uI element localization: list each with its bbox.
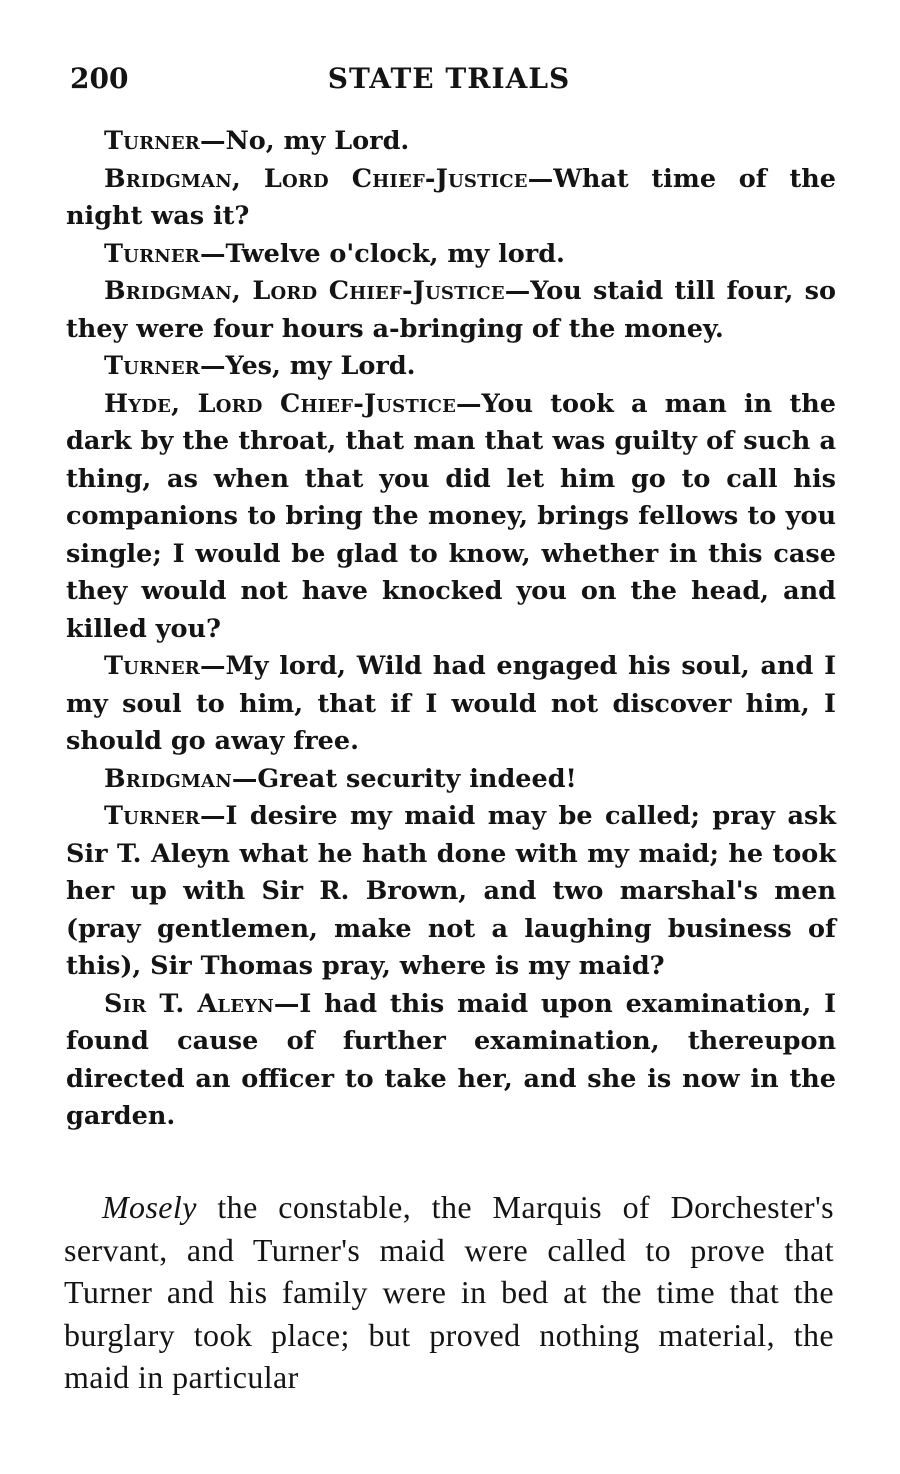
speech-text: —I desire my maid may be called; pray ask Sir T. Aleyn what he hath done with my maid; he took her up with Sir R. Brown, and two marshal's men (pray gentlemen, make not a laughing business of this), Sir Thomas pray, where is my maid? bbox=[66, 801, 836, 981]
speaker-name: Hyde, Lord Chief-Justice bbox=[104, 388, 457, 419]
testimony-entry bbox=[66, 798, 836, 986]
testimony-entry bbox=[66, 986, 836, 1136]
speech-text: —Twelve o'clock, my lord. bbox=[199, 238, 565, 269]
narrative-body: the constable, the Marquis of Dorchester's servant, and Turner's maid were called to prove that Turner and his family were in bed at the time that the burglary took place; but proved nothing material, the maid in particular bbox=[64, 1189, 834, 1395]
page-number: 200 bbox=[70, 62, 129, 95]
page-header bbox=[64, 62, 834, 102]
speaker-name: Bridgman, Lord Chief-Justice bbox=[104, 163, 528, 194]
speech-text: —Great security indeed! bbox=[231, 763, 577, 794]
speaker-name: Turner bbox=[104, 801, 200, 831]
testimony-entry bbox=[66, 386, 836, 649]
speaker-name: Turner bbox=[104, 651, 200, 681]
running-title: STATE TRIALS bbox=[327, 62, 571, 95]
testimony-entry bbox=[66, 648, 836, 761]
testimony-entry bbox=[66, 236, 836, 274]
speaker-name: Bridgman, Lord Chief-Justice bbox=[104, 276, 505, 306]
testimony-entry bbox=[66, 761, 836, 799]
speech-text: —I had this maid upon examination, I found cause of further examination, thereupon directed an officer to take her, and she is now in the garden. bbox=[66, 988, 836, 1131]
narrative-text bbox=[64, 1186, 834, 1399]
speech-text: —What time of the night was it? bbox=[66, 163, 836, 231]
speaker-name: Bridgman bbox=[104, 763, 232, 794]
speech-text: —You took a man in the dark by the throat, that man that was guilty of such a thing, as when that you did let him go to call his companions to bring the money, brings fellows to you single; I would be glad to know, whether in this case they would not have knocked you on the head, and killed you? bbox=[66, 388, 836, 644]
speaker-name: Turner bbox=[104, 238, 200, 269]
testimony-entry bbox=[66, 161, 836, 236]
testimony-entry bbox=[66, 273, 836, 348]
speech-text: —You staid till four, so they were four hours a-bringing of the money. bbox=[66, 276, 836, 344]
speech-text: —My lord, Wild had engaged his soul, and I my soul to him, that if I would not discover him, I should go away free. bbox=[66, 651, 836, 756]
speech-text: —No, my Lord. bbox=[199, 126, 410, 156]
narrative-paragraph bbox=[64, 1186, 834, 1399]
testimony-entry bbox=[66, 348, 836, 386]
speaker-name: Turner bbox=[104, 351, 200, 381]
testimony-entry bbox=[66, 123, 836, 161]
speaker-name: Sir T. Aleyn bbox=[104, 988, 274, 1019]
italic-name: Mosely bbox=[102, 1189, 197, 1225]
speech-text: —Yes, my Lord. bbox=[199, 351, 416, 381]
speaker-name: Turner bbox=[104, 126, 200, 156]
trial-testimony bbox=[66, 123, 836, 1136]
